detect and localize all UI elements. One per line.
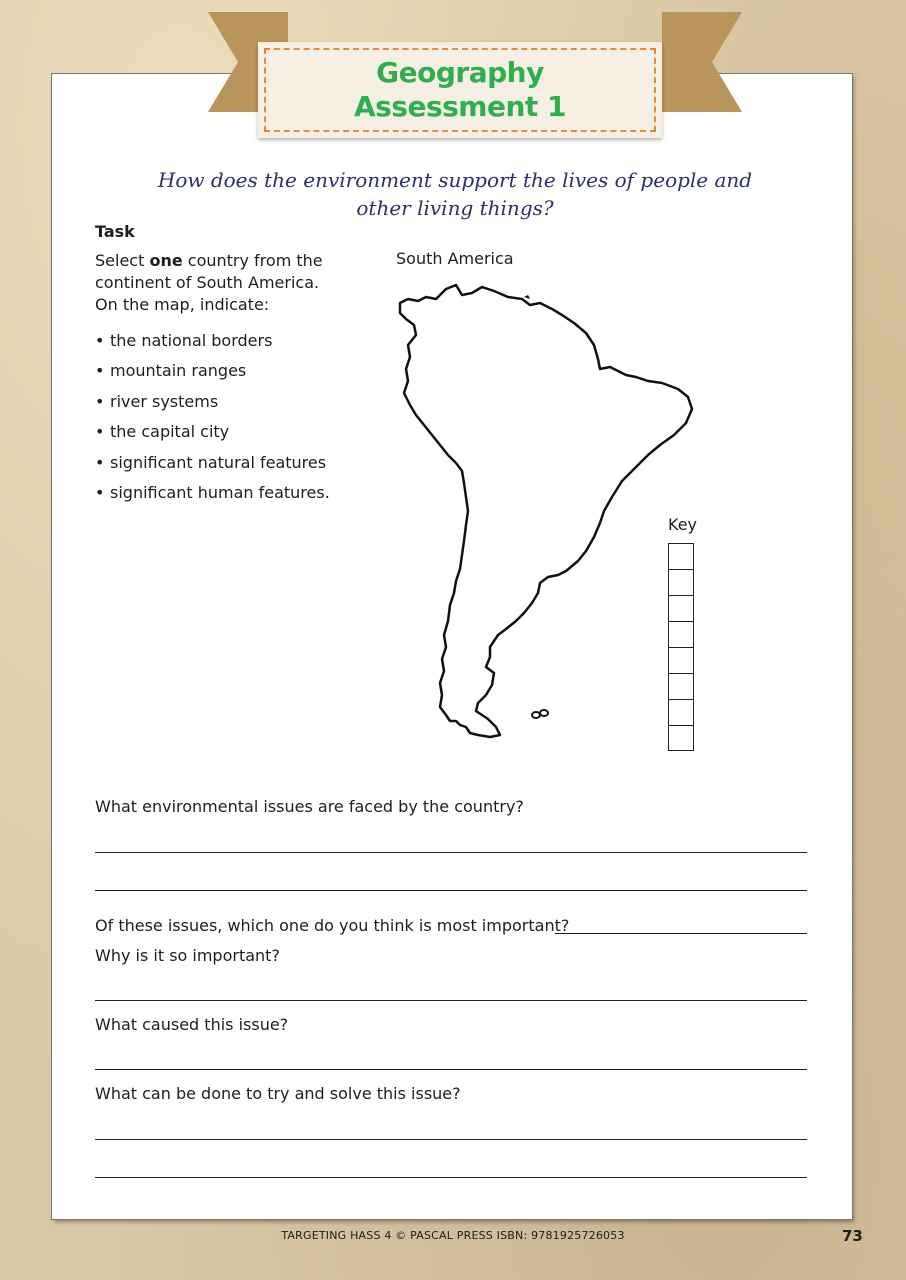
falkland-island-east <box>540 710 548 716</box>
question-cause: What caused this issue? <box>95 1015 289 1034</box>
task-instructions <box>95 250 355 316</box>
answer-line[interactable] <box>95 1000 807 1001</box>
key-row[interactable] <box>669 570 693 596</box>
answer-line[interactable] <box>95 852 807 853</box>
list-item: • river systems <box>95 387 330 417</box>
answer-line[interactable] <box>95 1177 807 1178</box>
page-number: 73 <box>842 1227 863 1245</box>
page-title-line1: Geography <box>376 56 544 89</box>
list-item: • significant human features. <box>95 478 330 508</box>
banner-ribbon-right <box>662 12 742 112</box>
title-banner <box>258 42 662 138</box>
footer-copyright: TARGETING HASS 4 © PASCAL PRESS ISBN: 9781925726053 <box>281 1229 625 1242</box>
key-row[interactable] <box>669 544 693 570</box>
question-why-important: Why is it so important? <box>95 946 280 965</box>
south-america-map[interactable] <box>390 275 700 745</box>
falkland-island-west <box>532 712 540 718</box>
answer-line-inline[interactable] <box>555 933 807 934</box>
answer-line[interactable] <box>95 1139 807 1140</box>
inquiry-question-line2: other living things? <box>356 196 554 220</box>
title-banner-frame <box>264 48 656 132</box>
list-item: • mountain ranges <box>95 356 330 386</box>
task-bullet-list <box>95 326 330 508</box>
key-row[interactable] <box>669 596 693 622</box>
question-most-important-issue: Of these issues, which one do you think is most important? <box>95 916 570 935</box>
task-heading: Task <box>95 222 135 241</box>
task-intro-start: Select <box>95 251 150 270</box>
question-environmental-issues: What environmental issues are faced by the country? <box>95 797 524 816</box>
key-row[interactable] <box>669 648 693 674</box>
key-row[interactable] <box>669 726 693 752</box>
answer-line[interactable] <box>95 890 807 891</box>
answer-line[interactable] <box>95 1069 807 1070</box>
map-key-label: Key <box>668 515 698 534</box>
map-title: South America <box>396 249 514 268</box>
page-title-line2: Assessment 1 <box>353 90 567 123</box>
list-item: • significant natural features <box>95 448 330 478</box>
question-solutions: What can be done to try and solve this issue? <box>95 1084 461 1103</box>
map-key-table[interactable] <box>668 543 694 751</box>
list-item: • the national borders <box>95 326 330 356</box>
task-intro-end: country from the continent of South America. <box>95 251 323 292</box>
south-america-outline <box>400 285 692 737</box>
key-row[interactable] <box>669 700 693 726</box>
task-intro-line2: On the map, indicate: <box>95 295 270 314</box>
inquiry-question <box>140 166 770 222</box>
island-caribbean <box>524 295 530 299</box>
task-intro-bold: one <box>149 251 183 270</box>
inquiry-question-line1: How does the environment support the lives of people and <box>157 168 753 192</box>
list-item: • the capital city <box>95 417 330 447</box>
key-row[interactable] <box>669 622 693 648</box>
key-row[interactable] <box>669 674 693 700</box>
